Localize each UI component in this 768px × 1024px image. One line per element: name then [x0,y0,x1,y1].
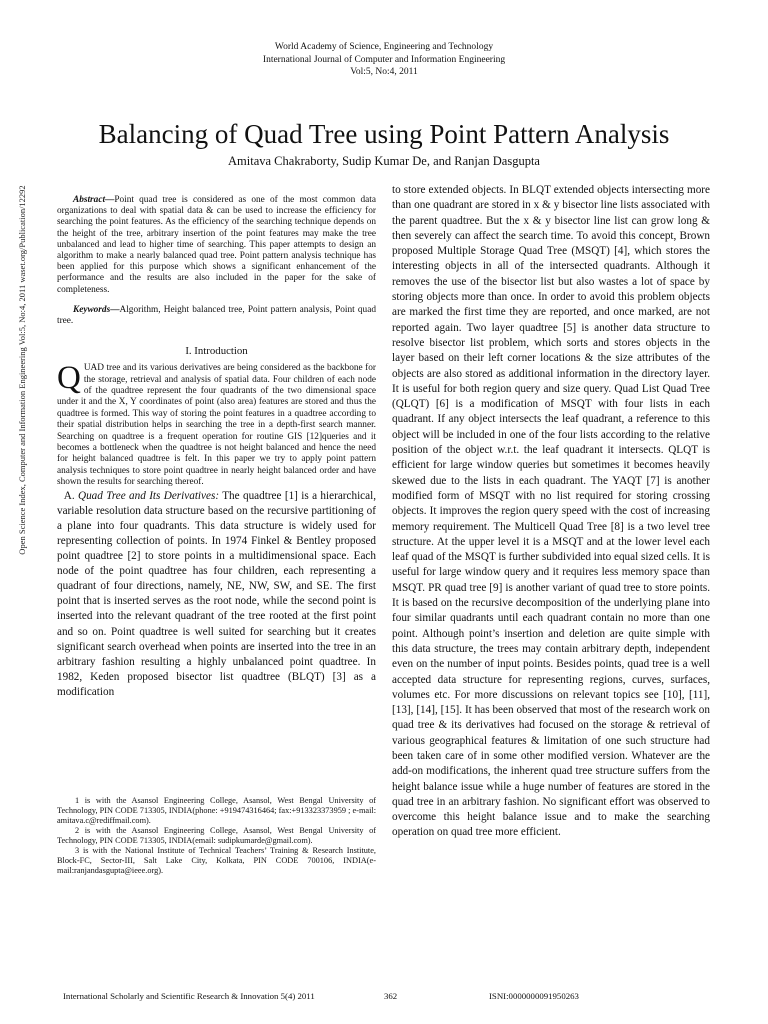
section-heading-introduction: I. Introduction [185,345,248,358]
keywords-text: Algorithm, Height balanced tree, Point pattern analysis, Point quad tree. [57,304,376,327]
abstract-dash: — [105,195,115,205]
header-line-3: Vol:5, No:4, 2011 [350,67,418,77]
paper-authors: Amitava Chakraborty, Sudip Kumar De, and Ranjan Dasgupta [228,154,540,168]
page-number: 362 [384,991,398,1001]
right-column-paragraph: to store extended objects. In BLQT extended objects intersecting more than one quadrant are stored in x & y bisector line lists associated with the parent quadtree. But the x & y bisector line list can grow long & then severely can affect the search time. To avoid this concept, Brown proposed Multiple Storage Quad Tree (MSQT) [4], which stores the interesting objects in all of the intersected quadrants. Although it removes the use of the bisector list but also wastes a lot of space by storing objects more than once. In order to avoid this problem objects are marked the first time they are reported, and once marked, are not reported again. Two layer quadtree [5] is another data structure to resolve bisector list problem, which sorts and stores objects in the layer based on their left corner locations & the size attributes of the objects are also stored as additional information in the directory layer. It is useful for both region query and size query. Quad List Quad Tree (QLQT) [6] is a modification of MSQT with four lists in each quadrant. If any object intersects the leaf quadrant, a reference to this object will be included in one of the four lists according to the relative position of the object w.r.t. the leaf quadrant it intersects. QLQT is efficient for large window queries but sometimes it becomes heavily skewed due to the lists in each quadrant. The YAQT [7] is another modified form of MSQT with no list required for storing crossing objects. It improves the region query speed with the cost of increasing memory requirement. The Multicell Quad Tree [8] is a two level tree structure. At the upper level it is a MSQT and at the lower level each leaf quad of the MSQT is further subdivided into equal sized cells. It is useful for large window query and it requires less memory space than MSQT. PR quad tree [9] is another variant of quad tree to store points. It is based on the recursive decomposition of the underlying plane into four similar quadrants until each quadrant contain no more than one point. Although point’s insertion and deletion are quite simple with this data structure, the trees may contain arbitrary depth, independent even on the number of input points. Besides points, quad tree is a well accepted data structure for representing regions, curves, surfaces, volumes etc. For more discussions on relevant topics see [10], [11], [13], [14], [15]. It has been observed that most of the research work on quad tree & its derivatives had focused on the storage & retrieval of various geographical features & limitation of one such structure had been taken care of in some other modified version. Whatever are the add-on modifications, the inherent quad tree structure suffers from the height balance issue while a huge number of features are stored in the quad tree in an arbitrary fashion. No significant effort was observed to overcome this height balance issue and to make the searching operation on quad tree more efficient. [392,184,710,839]
abstract-label: Abstract [73,195,106,205]
side-citation-link[interactable]: Open Science Index, Computer and Information Engineering Vol:5, No:4, 2011 waset.org/Publication/12292 [17,185,27,555]
introduction-text: UAD tree and its various derivatives are being considered as the backbone for the storage, retrieval and analysis of spatial data. Four children of each node of the quadtree represent the four quadrants of the two dimensional space under it and the X, Y coordinates of point (also area) features are stored and thus the quadtree is formed. This way of storing the point features in a quadtree according to their spatial distribution helps in searching the tree in a depth-first search manner. Searching on quadtree is a frequent operation for routine GIS [12]queries and it becomes a bottleneck when the quadtree is not height balanced and hence the need for height balanced quadtree is felt. In this paper we try to apply point pattern analysis techniques to store point quadtree in nearly height balanced order and have shown the results for searching thereof. [57,363,376,488]
footnote-2: 2 is with the Asansol Engineering College, Asansol, West Bengal University of Technology, PIN CODE 713305, INDIA(email: sudipkumarde@gmail.com). [57,826,376,845]
subsection-a-paragraph [57,489,376,700]
header-line-1: World Academy of Science, Engineering and Technology [274,42,494,52]
author-footnotes [57,796,376,876]
subsection-a-heading: Quad Tree and Its Derivatives: [78,489,220,502]
subsection-a-text: The quadtree [1] is a hierarchical, variable resolution data structure based on the recursive partitioning of a plane into four quadrants. This data structure is widely used for representing collection of points. In 1974 Finkel & Bentley proposed point quadtree [2] to store points in a multidimensional space. Each node of the point quadtree has four children, each representing a quadrant of four directions, namely, NE, NW, SW, and SE. The first point that is inserted serves as the root node, while the second point is inserted into the relevant quadrant of the tree rooted at the first point and so on. Point quadtree is well suited for searching but it creates significant search overhead when points are inserted into the tree in an arbitrary fashion resulting a highly unbalanced point quadtree. In 1982, Keden proposed bisector list quadtree (BLQT) [3] as a modification [57,489,377,698]
right-column [392,183,710,841]
abstract-paragraph [57,195,376,296]
paper-title: Balancing of Quad Tree using Point Pattern Analysis [98,119,670,149]
footer-isni: ISNI:0000000091950263 [489,991,579,1001]
abstract-text: Point quad tree is considered as one of the most common data organizations to deal with spatial data & can be used to increase the efficiency for searching the point features. As the efficiency of the searching technique depends on the height of the tree, arbitrary insertion of the point features may make the tree unbalanced and lead to higher time of searching. This paper attempts to design an algorithm to make a nearly balanced quad tree. Point pattern analysis technique has been applied for this purpose which shows a significant enhancement of the performance and the results are also included in the paper for the sake of completeness. [57,195,376,295]
header-line-2: International Journal of Computer and Information Engineering [262,54,506,65]
left-column [57,195,376,700]
footnote-3: 3 is with the National Institute of Technical Teachers’ Training & Research Institute, Block-FC, Sector-III, Salt Lake City, Kolkata, PIN CODE 700106, INDIA(e-mail:ranjandasgupta@ieee.org). [57,846,376,875]
keywords-label: Keywords [73,304,111,315]
drop-cap-letter: Q [57,360,81,397]
footnote-1: 1 is with the Asansol Engineering College, Asansol, West Bengal University of Technology, PIN CODE 713305, INDIA(phone: +919474316464; fax:+913323373959 ; e-mail: amitava.c@rediffmail.com). [57,796,376,825]
page-footer [0,991,768,1005]
keywords-paragraph [57,305,376,327]
subsection-a-prefix: A. [63,489,75,502]
introduction-paragraph [57,360,376,488]
keywords-dash: — [110,304,120,315]
journal-header [0,41,768,79]
footer-publisher: International Scholarly and Scientific Research & Innovation 5(4) 2011 [63,991,315,1001]
